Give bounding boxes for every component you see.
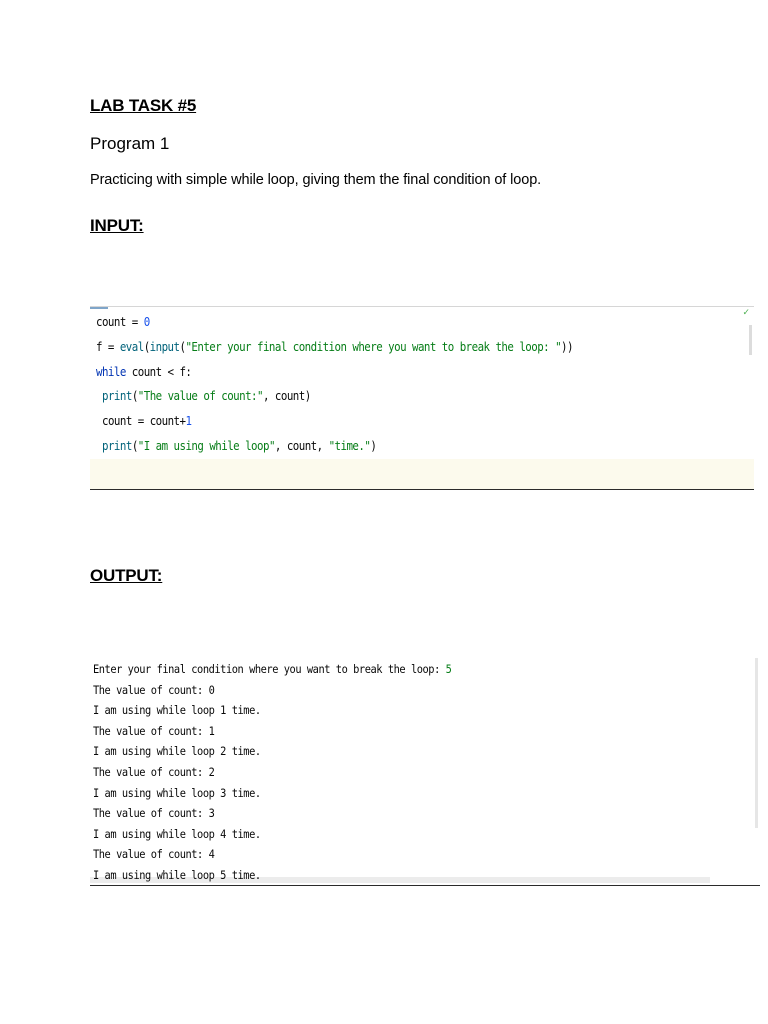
editor-current-line-highlight [90, 459, 754, 489]
console-user-input: 5 [445, 662, 452, 676]
code-token: )) [561, 339, 573, 354]
code-token: ( [131, 439, 138, 453]
output-heading: OUTPUT: [90, 566, 163, 585]
code-token: count = [96, 315, 144, 329]
code-token: input [149, 339, 180, 354]
task-description: Practicing with simple while loop, giving them the final condition of loop. [90, 172, 542, 188]
code-token: count < f: [125, 364, 192, 379]
console-line: The value of count: 3 [93, 806, 215, 821]
code-token: print [102, 439, 132, 453]
code-token: f = [96, 339, 120, 354]
code-token: ) [370, 439, 377, 453]
console-prompt-line [93, 662, 451, 676]
code-line [96, 315, 150, 329]
code-token: print [102, 389, 132, 404]
code-token: "The value of count:" [137, 389, 263, 404]
console-line: The value of count: 4 [93, 847, 215, 862]
lab-task-title: LAB TASK #5 [90, 96, 197, 115]
console-line: I am using while loop 3 time. [93, 785, 261, 800]
code-token: , count) [262, 389, 311, 404]
console-line: The value of count: 0 [93, 682, 215, 697]
code-token: ( [143, 339, 150, 354]
code-line [102, 414, 191, 428]
code-token: 1 [185, 414, 192, 429]
console-line: I am using while loop 4 time. [93, 826, 261, 841]
console-prompt-text: Enter your final condition where you want to break the loop: [93, 662, 446, 676]
editor-scrollbar [749, 325, 752, 355]
console-line: I am using while loop 5 time. [93, 868, 261, 882]
code-token: eval [119, 339, 144, 354]
code-token: while [96, 364, 126, 379]
inspection-ok-icon: ✓ [742, 308, 750, 318]
program-label: Program 1 [90, 134, 170, 153]
console-line: I am using while loop 2 time. [93, 744, 261, 759]
console-line: The value of count: 2 [93, 765, 215, 779]
code-token: , count, [274, 439, 329, 453]
editor-gutter-marker [90, 307, 108, 309]
console-line: I am using while loop 1 time. [93, 703, 261, 718]
code-line [96, 340, 573, 354]
code-token: ( [179, 339, 186, 354]
input-heading: INPUT: [90, 216, 144, 235]
code-token: ( [131, 389, 138, 404]
code-editor-screenshot [90, 306, 754, 490]
code-token: "I am using while loop" [137, 439, 275, 453]
console-line: The value of count: 1 [93, 723, 215, 738]
code-line [102, 439, 376, 453]
code-token: "Enter your final condition where you want to break the loop: " [185, 339, 562, 354]
console-output-screenshot [90, 656, 760, 886]
console-scrollbar [755, 658, 758, 828]
code-line [102, 389, 311, 403]
code-token: "time." [328, 439, 371, 453]
code-token: 0 [143, 315, 150, 329]
code-line [96, 365, 191, 379]
code-token: count = count+ [102, 414, 186, 429]
